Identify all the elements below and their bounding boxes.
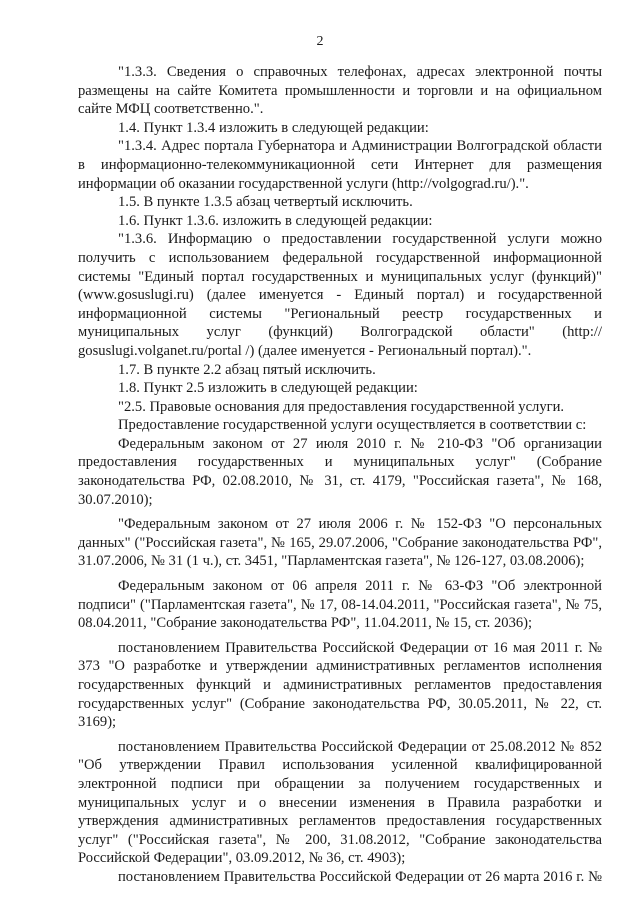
paragraph-1-4: 1.4. Пункт 1.3.4 изложить в следующей редакции: — [118, 119, 429, 136]
page-bottom-edge — [0, 885, 640, 905]
paragraph-1-5: 1.5. В пункте 1.3.5 абзац четвертый исключить. — [118, 194, 413, 211]
paragraph-law-152: "Федеральным законом от 27 июля 2006 г. № 152-ФЗ "О персональных данных" ("Российская газета", № 165, 29.07.2006, "Собрание законодательства РФ", 31.07.2006, № 31 (1 ч.), ст. 3451, "Парламентская газета", № 126-127, 03.08.2006); — [78, 516, 602, 570]
page-number: 2 — [316, 34, 324, 49]
paragraph-legal-basis-intro: Предоставление государственной услуги осуществляется в соответствии с: — [118, 417, 587, 434]
paragraph-decree-236: постановлением Правительства Российской Федерации от 26 марта 2016 г. № — [118, 868, 602, 885]
paragraph-decree-852: постановлением Правительства Российской Федерации от 25.08.2012 № 852 "Об утверждении Правил использования усиленной квалифицированной электронной подписи при обращении за получением государственных и муниципальных услуг и о внесении изменения в Правила разработки и утверждения административных регламентов предоставления государственных услуг" ("Российская газета", № 200, 31.08.2012, "Собрание законодательства Российской Федерации", 03.09.2012, № 36, ст. 4903); — [78, 738, 602, 867]
paragraph-decree-373: постановлением Правительства Российской Федерации от 16 мая 2011 г. № 373 "О разработке и утверждении административных регламентов исполнения государственных функций и административных регламентов предоставления государственных услуг" (Собрание законодательства РФ, 30.05.2011, № 22, ст. 3169); — [78, 639, 602, 731]
paragraph-1-8: 1.8. Пункт 2.5 изложить в следующей редакции: — [118, 380, 418, 397]
paragraph-1-3-6: "1.3.6. Информацию о предоставлении государственной услуги можно получить с использованием федеральной государственной информационной системы "Единый портал государственных и муниципальных услуг (функций)" (www.gosuslugi.ru) (далее именуется - Единый портал) и государственной информационной системы "Региональный реестр государственных и муниципальных услуг (функций) Волгоградской области" (http:// gosuslugi.volganet.ru/portal /) (далее именуется - Региональный портал).". — [78, 231, 602, 359]
paragraph-1-3-3: "1.3.3. Сведения о справочных телефонах, адресах электронной почты размещены на сайте Комитета промышленности и торговли и на официальном сайте МФЦ соответственно.". — [78, 64, 602, 118]
paragraph-2-5: "2.5. Правовые основания для предоставления государственной услуги. — [118, 398, 565, 415]
paragraph-law-63: Федеральным законом от 06 апреля 2011 г. № 63-ФЗ "Об электронной подписи" ("Парламентская газета", № 17, 08-14.04.2011, "Российская газета", № 75, 08.04.2011, "Собрание законодательства РФ", 11.04.2011, № 15, ст. 2036); — [78, 578, 602, 632]
paragraph-1-3-4: "1.3.4. Адрес портала Губернатора и Администрации Волгоградской области в информационно-телекоммуникационной сети Интернет для размещения информации об оказании государственной услуги (http://volgograd.ru/).". — [78, 138, 602, 192]
paragraph-law-210: Федеральным законом от 27 июля 2010 г. № 210-ФЗ "Об организации предоставления государственных и муниципальных услуг" (Собрание законодательства РФ, 02.08.2010, № 31, ст. 4179, "Российская газета", № 168, 30.07.2010); — [78, 435, 602, 508]
document-body — [78, 63, 602, 905]
paragraph-1-6: 1.6. Пункт 1.3.6. изложить в следующей редакции: — [118, 212, 433, 229]
paragraph-1-7: 1.7. В пункте 2.2 абзац пятый исключить. — [118, 361, 376, 378]
